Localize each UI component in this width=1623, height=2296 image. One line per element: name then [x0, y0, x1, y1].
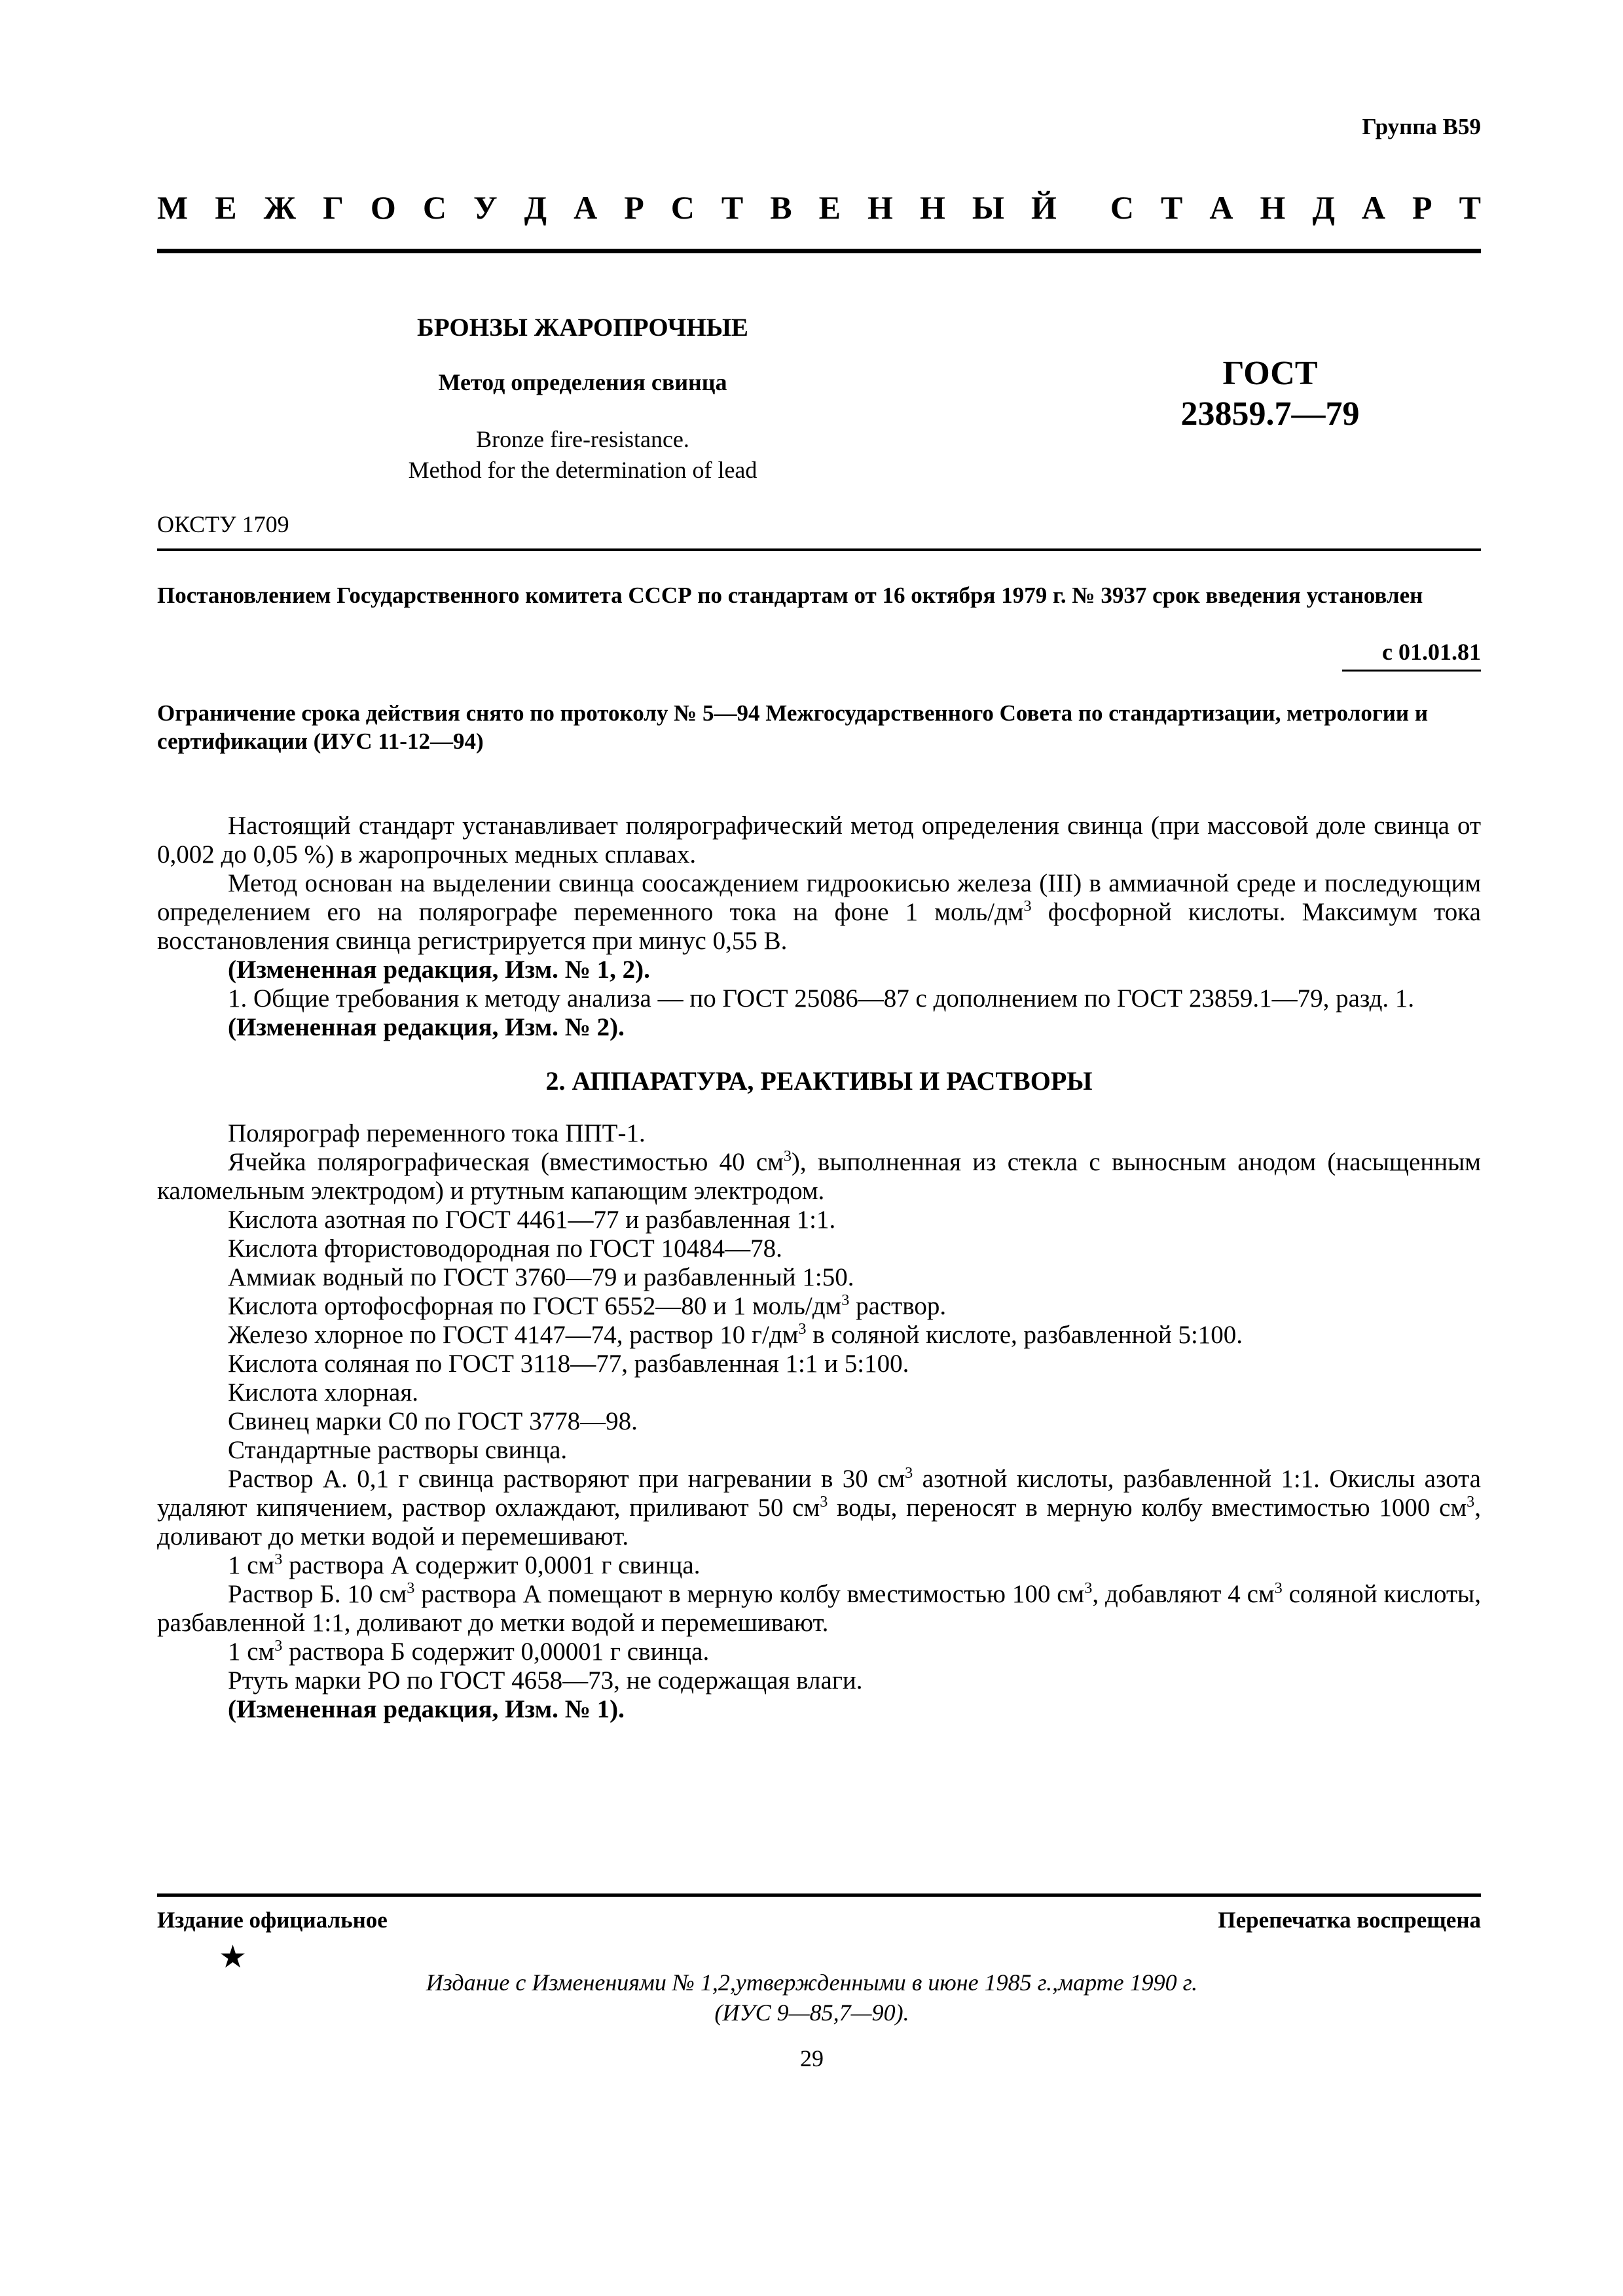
gost-designation — [1139, 353, 1401, 435]
star-icon: ★ — [219, 1940, 247, 1975]
list-item: Стандартные растворы свинца. — [228, 1436, 568, 1464]
banner-letter: Г — [323, 189, 344, 226]
limitation-note: Ограничение срока действия снято по протоколу № 5—94 Межгосударственного Совета по стандартизации, метрологии и сертификации (ИУС 11-12—94) — [157, 700, 1428, 754]
banner-letter: Е — [818, 189, 841, 226]
footer-rule — [157, 1893, 1481, 1897]
banner-letter: Е — [215, 189, 237, 226]
section-heading: 2. АППАРАТУРА, РЕАКТИВЫ И РАСТВОРЫ — [545, 1066, 1093, 1096]
banner-letter: Й — [1030, 189, 1057, 226]
list-item: Кислота соляная по ГОСТ 3118—77, разбавленная 1:1 и 5:100. — [228, 1350, 909, 1378]
official-edition-label: Издание официальное — [157, 1907, 388, 1933]
banner-letter: С — [670, 189, 695, 226]
banner-letter: Р — [624, 189, 644, 226]
banner-letter: А — [1209, 189, 1233, 226]
decree-text: Постановлением Государственного комитета СССР по стандартам от 16 октября 1979 г. № 3937 срок введения установлен — [157, 583, 1423, 608]
paragraph: Метод основан на выделении свинца соосаждением гидроокисью железа (III) в аммиачной среде и последующим определением его на полярографе переменного тока на фоне 1 моль/$дм^3$ фосфорной кислоты. Максимум тока восстановления свинца регистрируется при минус 0,55 В. — [157, 869, 1481, 955]
okstu-code: ОКСТУ 1709 — [157, 511, 289, 537]
banner-letter: Ы — [972, 189, 1004, 226]
list-item: Раствор А. 0,1 г свинца растворяют при нагревании в 30 $см^3$ азотной кислоты, разбавленной 1:1. Окислы азота удаляют кипячением, раствор охлаждают, приливают 50 $см^3$ воды, переносят в мерную колбу вместимостью 1000 $см^3$, доливают до метки водой и перемешивают. — [157, 1464, 1481, 1551]
list-item: Полярограф переменного тока ППТ-1. — [228, 1119, 646, 1147]
page-number: 29 — [800, 2045, 824, 2072]
list-item: Кислота хлорная. — [228, 1378, 419, 1407]
banner-letter: У — [473, 189, 498, 226]
banner-letter: М — [157, 189, 189, 226]
effective-date: с 01.01.81 — [1382, 639, 1481, 665]
banner-letter: А — [574, 189, 598, 226]
list-item: 1 $см^3$ раствора Б содержит 0,00001 г свинца. — [228, 1637, 710, 1666]
date-underline — [1342, 670, 1481, 672]
list-item: Свинец марки С0 по ГОСТ 3778—98. — [228, 1407, 638, 1435]
list-item: Ячейка полярографическая (вместимостью 40 $см^3$), выполненная из стекла с выносным анодом (насыщенным каломельным электродом) и ртутным капающим электродом. — [157, 1147, 1481, 1205]
banner-letter: Т — [1459, 189, 1481, 226]
amendment-note: (Измененная редакция, Изм. № 2). — [228, 1013, 625, 1041]
document-subtitle: Метод определения свинца — [438, 369, 727, 395]
list-item: 1 $см^3$ раствора А содержит 0,0001 г свинца. — [228, 1551, 701, 1579]
banner-letter: Р — [1412, 189, 1432, 226]
amendment-note: (Измененная редакция, Изм. № 1, 2). — [228, 956, 650, 984]
english-title-line: Bronze fire-resistance. — [476, 426, 689, 452]
banner-letter: Т — [721, 189, 744, 226]
edition-note-line: Издание с Изменениями № 1,2,утвержденными в июне 1985 г.,марте 1990 г. — [426, 1969, 1198, 1996]
list-item: Железо хлорное по ГОСТ 4147—74, раствор 10 $г/дм^3$ в соляной кислоте, разбавленной 5:100. — [228, 1320, 1243, 1349]
banner-letter: С — [1110, 189, 1135, 226]
banner-letter: С — [422, 189, 447, 226]
reprint-prohibited-label: Перепечатка воспрещена — [1218, 1907, 1481, 1933]
banner-letter: В — [770, 189, 792, 226]
header-rule — [157, 249, 1481, 253]
banner-letter: Ж — [263, 189, 297, 226]
paragraph: 1. Общие требования к методу анализа — по ГОСТ 25086—87 с дополнением по ГОСТ 23859.1—79, разд. 1. — [228, 984, 1415, 1013]
list-item: Аммиак водный по ГОСТ 3760—79 и разбавленный 1:50. — [228, 1263, 854, 1291]
english-title-line: Method for the determination of lead — [408, 457, 757, 483]
banner-letter: Д — [524, 189, 547, 226]
edition-note — [354, 1967, 1270, 2028]
banner-letter: Т — [1161, 189, 1183, 226]
document-title: БРОНЗЫ ЖАРОПРОЧНЫЕ — [417, 314, 748, 342]
banner-letter: А — [1361, 189, 1385, 226]
list-item: Ртуть марки РО по ГОСТ 4658—73, не содержащая влаги. — [228, 1666, 863, 1695]
list-item: Раствор Б. 10 $см^3$ раствора А помещают в мерную колбу вместимостью 100 $см^3$, добавляют 4 $см^3$ соляной кислоты, разбавленной 1:1, доливают до метки водой и перемешивают. — [157, 1579, 1482, 1637]
standard-banner — [157, 188, 1481, 226]
document-body — [157, 812, 1481, 1724]
group-code: Группа В59 — [1362, 114, 1481, 139]
gost-number: 23859.7—79 — [1180, 395, 1360, 433]
list-item: Кислота азотная по ГОСТ 4461—77 и разбавленная 1:1. — [228, 1206, 836, 1234]
paragraph: Настоящий стандарт устанавливает полярографический метод определения свинца (при массовой доле свинца от 0,002 до 0,05 %) в жаропрочных медных сплавах. — [157, 812, 1481, 869]
banner-letter: Д — [1312, 189, 1335, 226]
banner-letter: Н — [867, 189, 893, 226]
divider-rule — [157, 548, 1481, 551]
amendment-note: (Измененная редакция, Изм. № 1). — [228, 1695, 625, 1723]
list-item: Кислота фтористоводородная по ГОСТ 10484—78. — [228, 1234, 782, 1263]
list-item: Кислота ортофосфорная по ГОСТ 6552—80 и 1 моль/$дм^3$ раствор. — [228, 1291, 947, 1320]
banner-letter: Н — [919, 189, 945, 226]
edition-note-line: (ИУС 9—85,7—90). — [714, 2000, 909, 2026]
banner-letter: Н — [1260, 189, 1286, 226]
gost-label: ГОСТ — [1222, 355, 1318, 392]
banner-letter: О — [370, 189, 396, 226]
english-title — [354, 424, 812, 486]
